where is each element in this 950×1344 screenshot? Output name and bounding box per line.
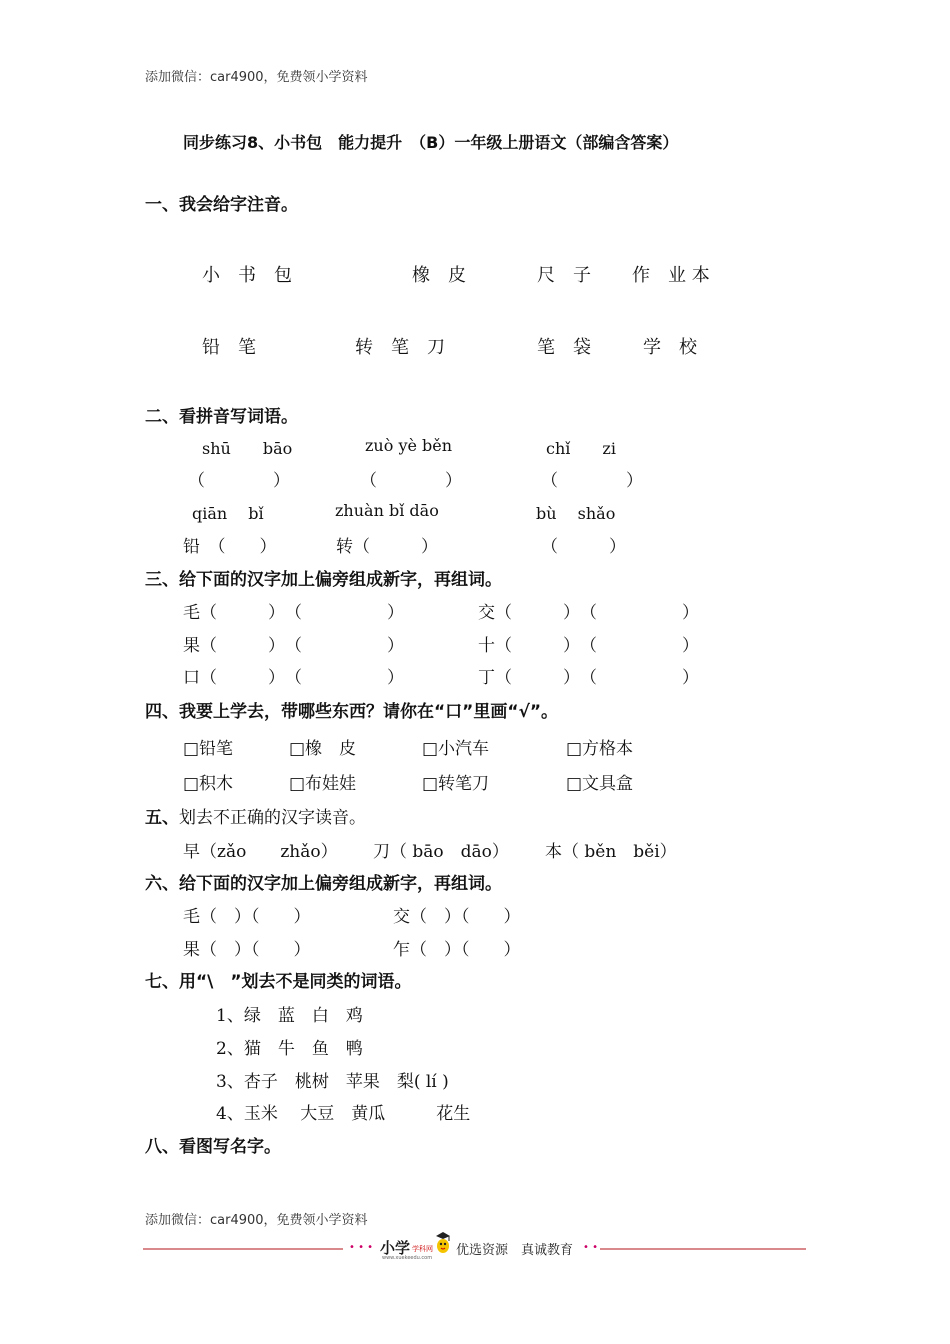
s1-word: 转 笔 刀 — [355, 337, 445, 358]
section-3-heading: 三、给下面的汉字加上偏旁组成新字，再组词。 — [145, 570, 502, 590]
s3-item[interactable]: 毛（ ） （ ） — [183, 603, 404, 623]
logo-sub-text: 学科网 — [412, 1245, 433, 1253]
site-logo — [380, 1236, 450, 1262]
section-7-heading: 七、用“\ ”划去不是同类的词语。 — [145, 972, 412, 992]
s3-item[interactable]: 十（ ） （ ） — [478, 636, 699, 656]
s1-word: 铅 笔 — [202, 337, 256, 358]
s5-item[interactable]: 早（zǎo zhǎo） — [183, 842, 338, 862]
section-5-number: 五、 — [145, 808, 179, 828]
s2-pinyin: zuò yè běn — [365, 436, 453, 455]
footer-dots-right: • • — [583, 1242, 598, 1253]
section-4-heading: 四、我要上学去，带哪些东西？请你在“口”里画“√”。 — [145, 702, 559, 722]
s2-answer-blank[interactable]: 铅 （ ） — [183, 537, 277, 557]
s1-word: 橡 皮 — [412, 265, 466, 286]
s1-word: 尺 子 — [537, 265, 591, 286]
s4-checkbox-item[interactable]: □方格本 — [566, 739, 634, 759]
section-2-heading: 二、看拼音写词语。 — [145, 407, 298, 427]
s7-item[interactable]: 4、玉米 大豆 黄瓜 花生 — [216, 1104, 471, 1124]
s6-item[interactable]: 乍（ ）（ ） — [393, 940, 521, 960]
section-5-text: 划去不正确的汉字读音。 — [179, 808, 366, 828]
section-6-heading: 六、给下面的汉字加上偏旁组成新字，再组词。 — [145, 874, 502, 894]
section-1-heading: 一、我会给字注音。 — [145, 195, 298, 215]
s7-item[interactable]: 2、猫 牛 鱼 鸭 — [216, 1039, 363, 1059]
logo-url-text: www.xuekeedu.com — [382, 1255, 433, 1261]
s4-checkbox-item[interactable]: □布娃娃 — [289, 774, 357, 794]
section-8-heading: 八、看图写名字。 — [145, 1137, 281, 1157]
s4-checkbox-item[interactable]: □积木 — [183, 774, 234, 794]
footer-slogan: 优选资源 真诚教育 — [456, 1243, 574, 1258]
s2-pinyin: zhuàn bǐ dāo — [335, 501, 439, 520]
page-header: 添加微信：car4900，免费领小学资料 — [145, 70, 368, 85]
s3-item[interactable]: 口（ ） （ ） — [183, 668, 404, 688]
s3-item[interactable]: 交（ ） （ ） — [478, 603, 699, 623]
s5-item[interactable]: 本（ běn běi） — [545, 842, 677, 862]
logo-main-text: 小学 — [380, 1239, 411, 1257]
s2-pinyin: chǐ zi — [546, 439, 616, 458]
s2-answer-blank[interactable]: （ ） — [541, 537, 626, 557]
s2-answer-blank[interactable]: （ ） — [541, 471, 643, 491]
s6-item[interactable]: 果（ ）（ ） — [183, 940, 311, 960]
s4-checkbox-item[interactable]: □铅笔 — [183, 739, 234, 759]
footer-rule-left — [143, 1248, 343, 1250]
s6-item[interactable]: 毛（ ）（ ） — [183, 907, 311, 927]
section-5-heading — [145, 803, 366, 828]
s2-answer-blank[interactable]: （ ） — [188, 471, 290, 491]
s1-word: 作 业 本 — [632, 265, 710, 286]
s1-word: 小 书 包 — [202, 265, 292, 286]
s3-item[interactable]: 果（ ） （ ） — [183, 636, 404, 656]
s4-checkbox-item[interactable]: □转笔刀 — [422, 774, 490, 794]
s2-pinyin: shū bāo — [202, 439, 293, 458]
s4-checkbox-item[interactable]: □橡 皮 — [289, 739, 357, 759]
s2-pinyin: bù shǎo — [536, 504, 616, 523]
s5-item[interactable]: 刀（ bāo dāo） — [373, 842, 509, 862]
mascot-icon — [434, 1232, 452, 1256]
s2-answer-blank[interactable]: （ ） — [360, 471, 462, 491]
s7-item[interactable]: 3、杏子 桃树 苹果 梨( lí ) — [216, 1072, 449, 1092]
page-title: 同步练习8、小书包 能力提升 （B）一年级上册语文（部编含答案） — [183, 133, 679, 152]
s3-item[interactable]: 丁（ ） （ ） — [478, 668, 699, 688]
s6-item[interactable]: 交（ ）（ ） — [393, 907, 521, 927]
s2-answer-blank[interactable]: 转（ ） — [336, 537, 438, 557]
s4-checkbox-item[interactable]: □小汽车 — [422, 739, 490, 759]
s7-item[interactable]: 1、绿 蓝 白 鸡 — [216, 1006, 363, 1026]
footer-dots-left: • • • — [349, 1242, 374, 1253]
s4-checkbox-item[interactable]: □文具盒 — [566, 774, 634, 794]
s2-pinyin: qiān bǐ — [192, 504, 264, 523]
footer-rule-right — [600, 1248, 806, 1250]
page-footer-text: 添加微信：car4900，免费领小学资料 — [145, 1213, 368, 1228]
s1-word: 学 校 — [643, 337, 697, 358]
s1-word: 笔 袋 — [537, 337, 591, 358]
